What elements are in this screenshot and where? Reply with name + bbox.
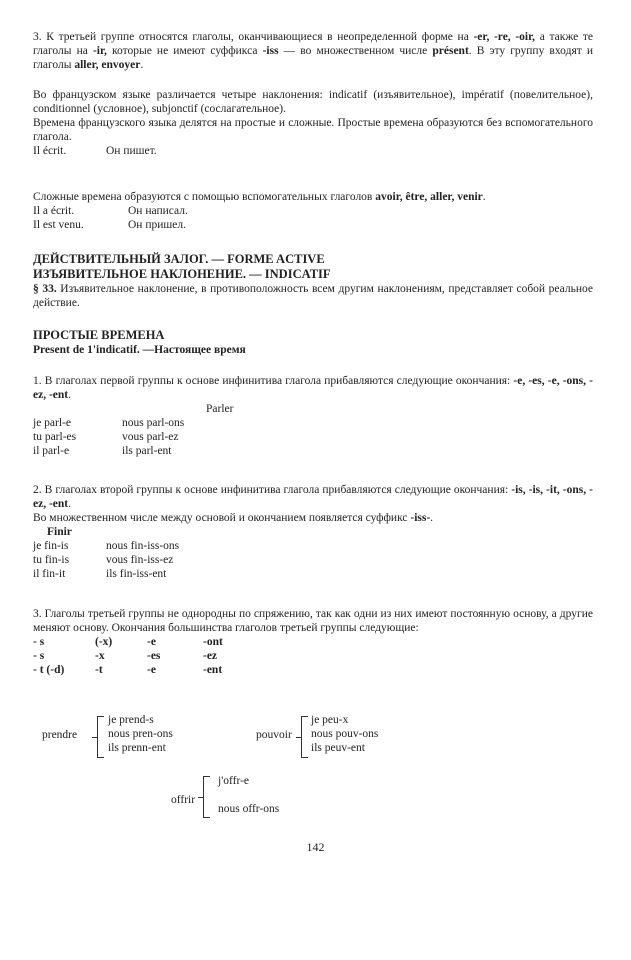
group-three [33,607,593,677]
conj-row [33,539,593,553]
conj-cell: nous parl-ons [122,417,185,429]
form: ils prenn-ent [108,742,166,754]
text: которые не имеют суффикса [106,45,263,57]
bold: aller, envoyer [74,59,141,71]
text: . В эту группу входят и глаголы [33,45,594,71]
paragraph-third-group [33,30,593,72]
form: je prend-s [108,714,154,726]
conj-row [33,444,593,458]
text: . [140,59,144,71]
section-heading-simple [33,328,593,358]
example-ru: Он написал. [128,205,188,217]
conj-cell: ils parl-ent [122,445,172,457]
text: — во множественном числе [278,45,433,57]
conj-cell: vous parl-ez [122,431,179,443]
ending-cell: -ont [203,636,223,648]
text: 3. Глаголы третьей группы не однородны по спряжению, так как одни из них имеют постоянную основу, а другие меняют основу. Окончания большинства глаголов третьей группы следующие: [33,608,593,634]
bold: -iss [262,45,279,57]
heading-line: ДЕЙСТВИТЕЛЬНЫЙ ЗАЛОГ. — FORME ACTIVE [33,252,325,266]
ending-cell: - s [33,636,45,648]
endings-row [33,663,593,677]
ending-cell: -es [147,650,161,662]
conj-row [33,430,593,444]
section-heading-active [33,252,593,310]
group-one [33,374,593,458]
tenses-text: Времена французского языка делятся на простые и сложные. Простые времена образуются без вспомогательного глагола. [33,117,593,143]
ending-cell: -e [147,636,156,648]
form: j'offr-e [218,775,250,787]
bold: -ir, [92,45,107,57]
conj-cell: je parl-e [33,417,71,429]
conj-cell: ils fin-iss-ent [106,568,167,580]
brace [203,776,210,818]
endings-row [33,649,593,663]
page-number: 142 [306,840,325,854]
conj-cell: tu fin-is [33,554,70,566]
bold: avoir, être, aller, venir [375,191,483,203]
group-two [33,483,593,581]
ending-cell: -e [147,664,156,676]
paragraph-compound [33,190,593,232]
example-ru: Он пишет. [106,145,157,157]
verb-title: Finir [47,526,72,538]
conj-row [33,416,593,430]
brace [97,716,104,758]
subheading: Present de 1'indicatif. —Настоящее время [33,344,246,356]
verb-label-pouvoir: pouvoir [256,729,292,741]
verb-label-prendre: prendre [42,729,78,741]
text: Изъявительное наклонение, в противоположность всем другим наклонениям, представляет собой реальное действие. [33,283,594,309]
heading-line: ИЗЪЯВИТЕЛЬНОЕ НАКЛОНЕНИЕ. — INDICATIF [33,267,331,281]
conj-cell: vous fin-iss-ez [106,554,174,566]
endings-table [33,635,593,677]
form: nous pouv-ons [311,728,379,740]
paragraph-moods [33,88,593,158]
ending-cell: -ent [203,664,223,676]
form: nous offr-ons [218,803,280,815]
ending-cell: - t (-d) [33,664,65,676]
example-row [33,144,593,158]
ending-cell: -t [95,664,103,676]
brace [301,716,308,758]
text: Сложные времена образуются с помощью вспомогательных глаголов [33,191,376,203]
example-row [33,204,593,218]
section-number: § 33. [33,283,57,295]
form: nous pren-ons [108,728,173,740]
heading-line: ПРОСТЫЕ ВРЕМЕНА [33,328,165,342]
text: а также те глаголы на [33,31,593,57]
verb-title: Parler [206,403,234,415]
bold: présent [432,45,469,57]
text: 3. К третьей группе относятся глаголы, оканчивающиеся в неопределенной форме на [33,31,474,43]
ending-cell: -x [95,650,105,662]
conj-row [33,553,593,567]
verb-label-offrir: offrir [171,794,196,806]
text: . [430,512,434,524]
ending-cell: -ez [203,650,218,662]
text: . [482,191,486,203]
bold: -er, -re, -oir, [473,31,536,43]
conj-cell: il fin-it [33,568,66,580]
conj-cell: il parl-e [33,445,70,457]
example-fr: Il écrit. [33,145,67,157]
text: Во множественном числе между основой и окончанием появляется суффикс [33,512,411,524]
ending-cell: (-x) [95,636,113,648]
bold: -iss- [410,512,431,524]
moods-text: Во французском языке различается четыре наклонения: indicatif (изъявительное), impératif (повелительное), conditionnel (условное), subjonctif (сослагательное). [33,89,593,115]
pouvoir-forms [311,713,378,755]
bold: -e, -es, -e, -ons, -ez, -ent [33,375,593,401]
text: 1. В глаголах первой группы к основе инфинитива глагола прибавляются следующие окончания: [33,375,514,387]
ending-cell: - s [33,650,45,662]
conj-cell: nous fin-iss-ons [106,540,180,552]
text: 2. В глаголах второй группы к основе инфинитива глагола прибавляются следующие окончания: [33,484,512,496]
text: . [68,498,71,510]
text: . [68,389,71,401]
form: je peu-x [311,714,349,726]
endings-row [33,635,593,649]
prendre-forms [108,713,173,755]
form: ils peuv-ent [311,742,365,754]
example-ru: Он пришел. [128,219,186,231]
example-row [33,218,593,232]
conj-row [33,567,593,581]
example-fr: Il a écrit. [33,205,75,217]
bold: -is, -is, -it, -ons, -ez, -ent [33,484,593,510]
example-fr: Il est venu. [33,219,84,231]
offrir-forms [218,774,279,816]
conj-cell: tu parl-es [33,431,77,443]
conj-cell: je fin-is [33,540,69,552]
